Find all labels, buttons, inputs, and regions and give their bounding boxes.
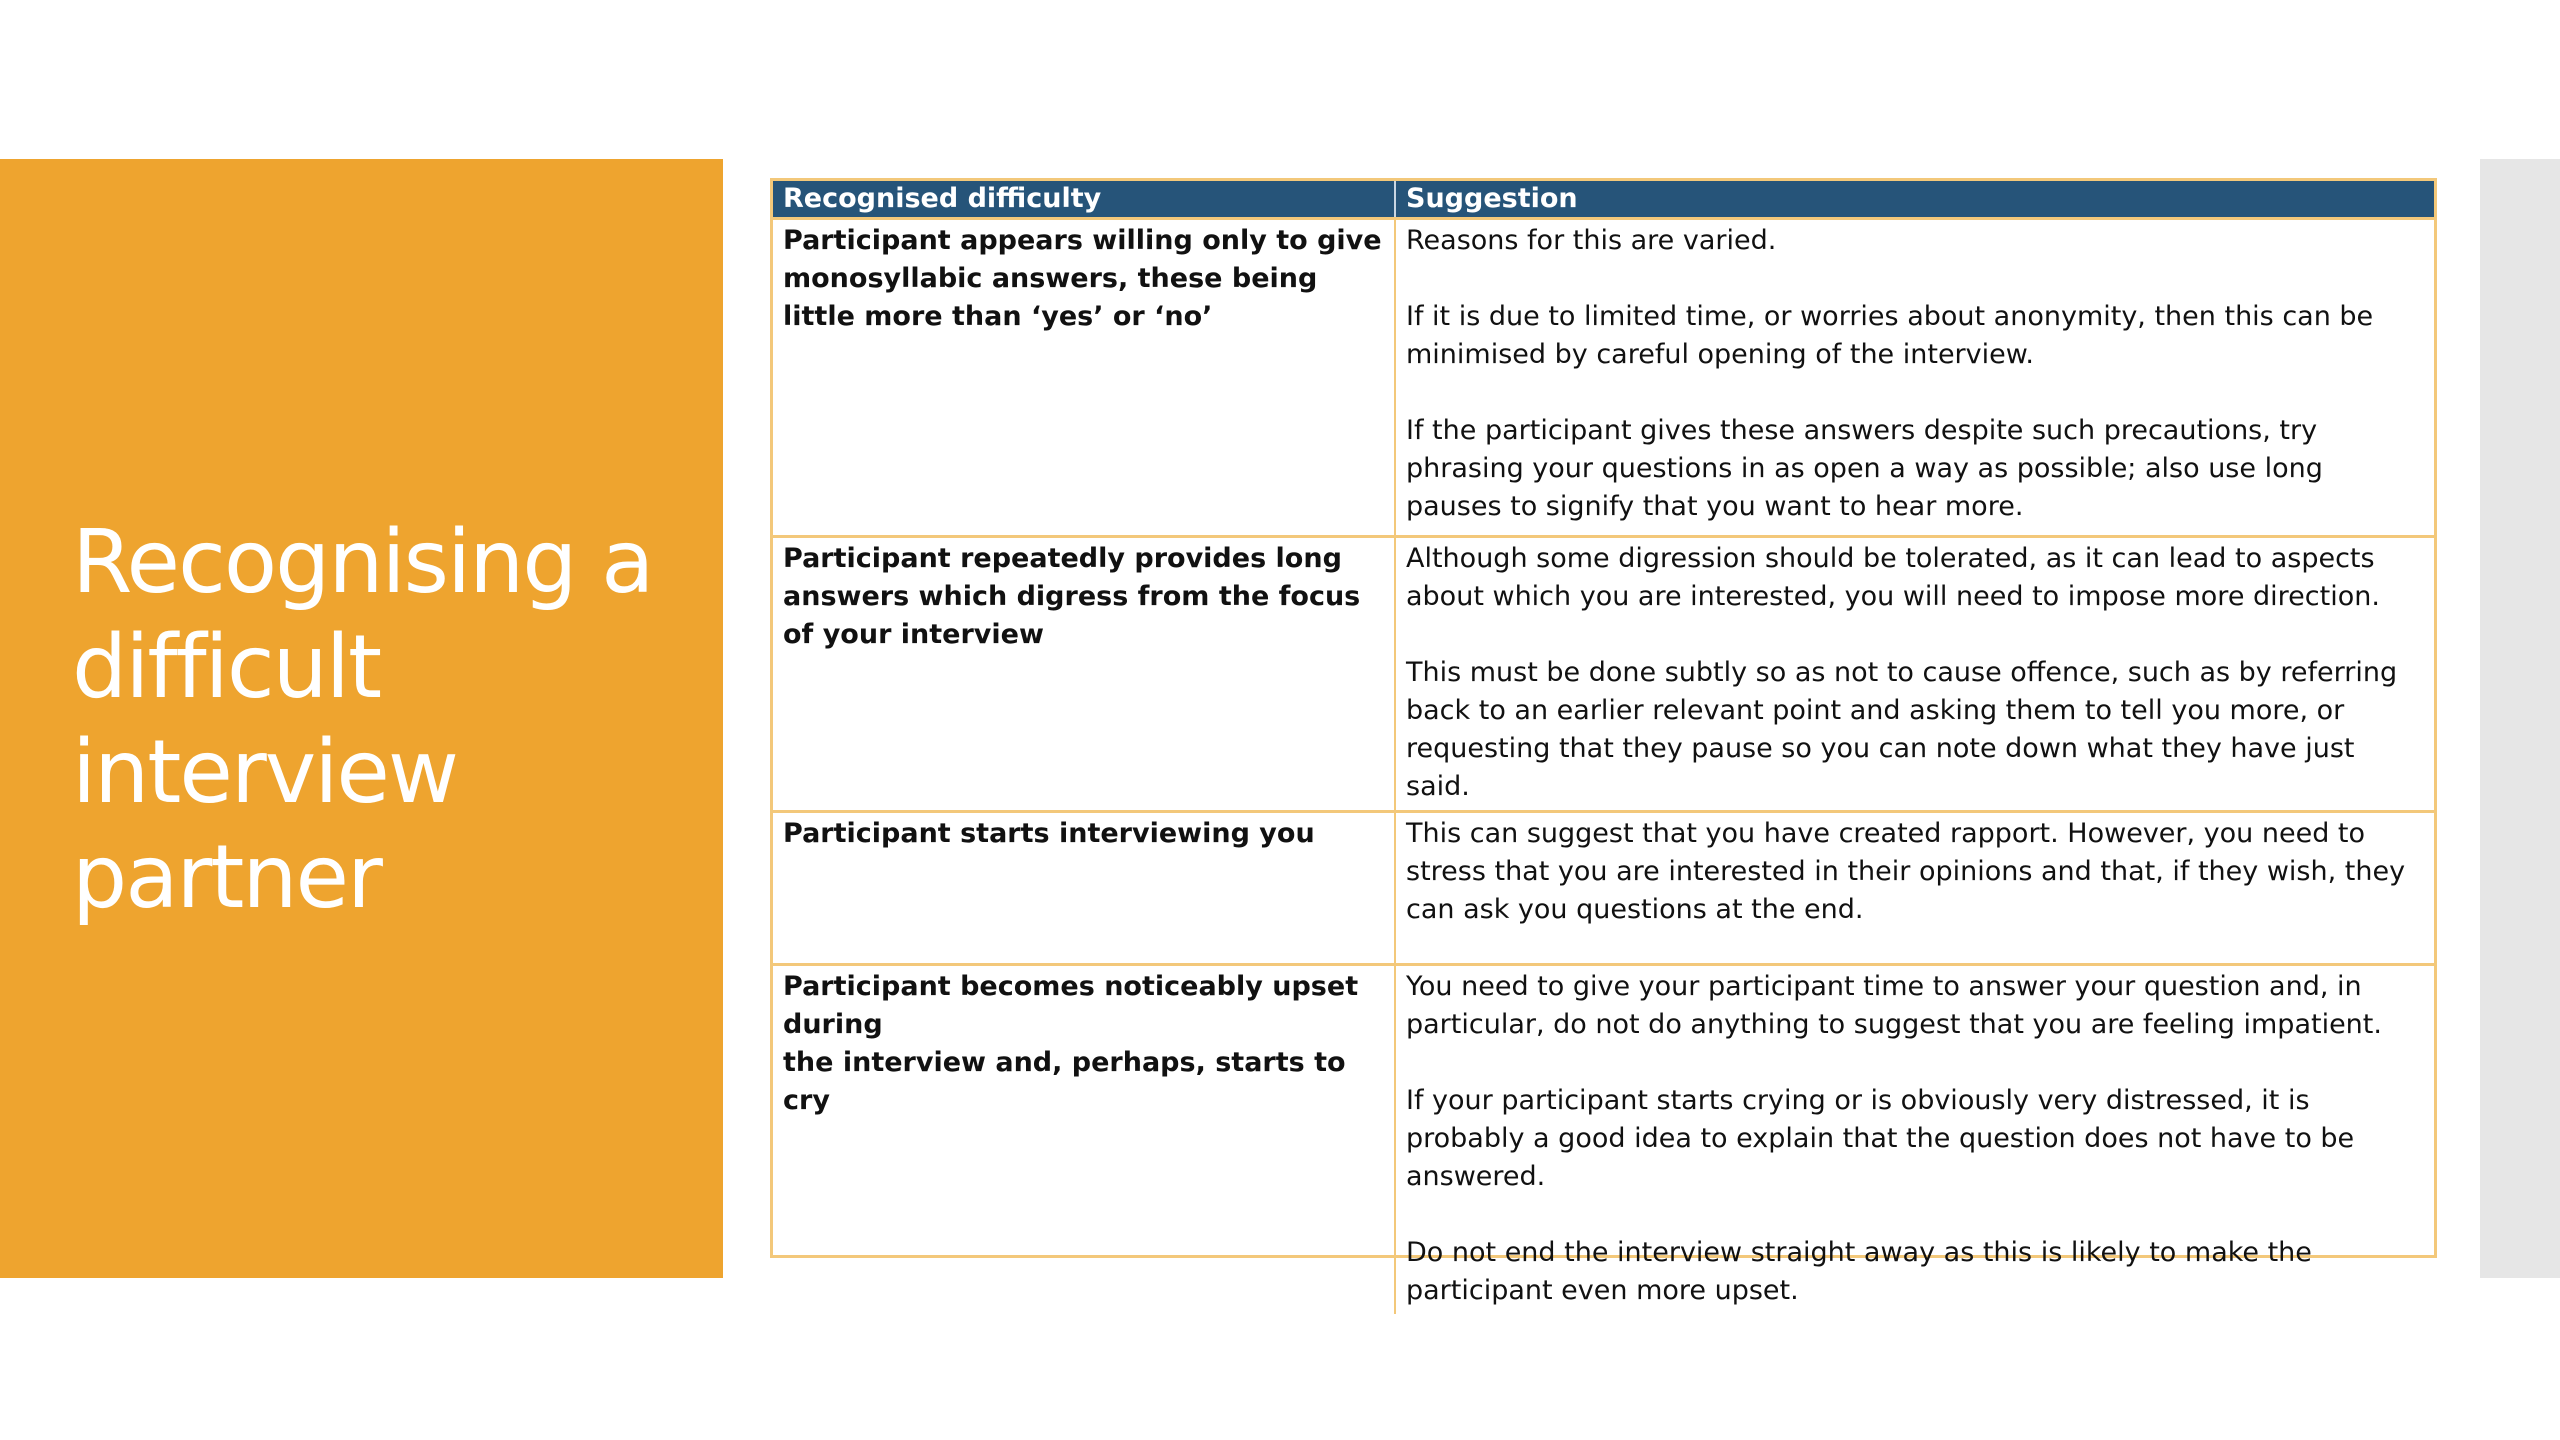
suggestion-paragraph: This must be done subtly so as not to cause offence, such as by referring back to an earlier relevant point and asking them to tell you more, or requesting that they pause so you can note down what they have just said.	[1406, 657, 2398, 802]
suggestion-paragraph: This can suggest that you have created rapport. However, you need to stress that you are interested in their opinions and that, if they wish, they can ask you questions at the end.	[1406, 818, 2406, 925]
suggestion-cell	[1395, 965, 2434, 1315]
side-decoration-bar	[2480, 159, 2560, 1278]
suggestion-paragraph: Reasons for this are varied.	[1406, 225, 1777, 256]
difficulty-text: Participant starts interviewing you	[783, 818, 1315, 849]
difficulty-table	[773, 181, 2434, 1314]
difficulty-cell	[773, 965, 1395, 1315]
table-row	[773, 812, 2434, 965]
difficulty-cell	[773, 537, 1395, 812]
header-suggestion: Suggestion	[1395, 181, 2434, 219]
suggestion-paragraph: If it is due to limited time, or worries about anonymity, then this can be minimised by careful opening of the interview.	[1406, 301, 2374, 370]
header-recognised-difficulty: Recognised difficulty	[773, 181, 1395, 219]
difficulty-table-container	[770, 178, 2437, 1306]
suggestion-cell	[1395, 219, 2434, 537]
table-row	[773, 537, 2434, 812]
suggestion-cell	[1395, 812, 2434, 965]
table-header-row	[773, 181, 2434, 219]
difficulty-text: Participant appears willing only to give monosyllabic answers, these being little more than ‘yes’ or ‘no’	[783, 225, 1382, 332]
suggestion-paragraph: If the participant gives these answers despite such precautions, try phrasing your questions in as open a way as possible; also use long pauses to signify that you want to hear more.	[1406, 415, 2323, 522]
table-row	[773, 219, 2434, 537]
difficulty-cell	[773, 219, 1395, 537]
table-row	[773, 965, 2434, 1315]
suggestion-paragraph: If your participant starts crying or is obviously very distressed, it is probably a good idea to explain that the question does not have to be answered.	[1406, 1085, 2355, 1192]
difficulty-cell	[773, 812, 1395, 965]
slide-title: Recognising a difficult interview partner	[72, 511, 653, 928]
difficulty-text: Participant becomes noticeably upset during	[783, 971, 1359, 1040]
suggestion-paragraph: Although some digression should be tolerated, as it can lead to aspects about which you are interested, you will need to impose more direction.	[1406, 543, 2380, 612]
difficulty-text: Participant repeatedly provides long answers which digress from the focus of your interview	[783, 543, 1361, 650]
suggestion-paragraph: Do not end the interview straight away as this is likely to make the participant even more upset.	[1406, 1237, 2312, 1306]
difficulty-text: the interview and, perhaps, starts to cry	[783, 1047, 1346, 1116]
suggestion-paragraph: You need to give your participant time to answer your question and, in particular, do not do anything to suggest that you are feeling impatient.	[1406, 971, 2382, 1040]
suggestion-cell	[1395, 537, 2434, 812]
